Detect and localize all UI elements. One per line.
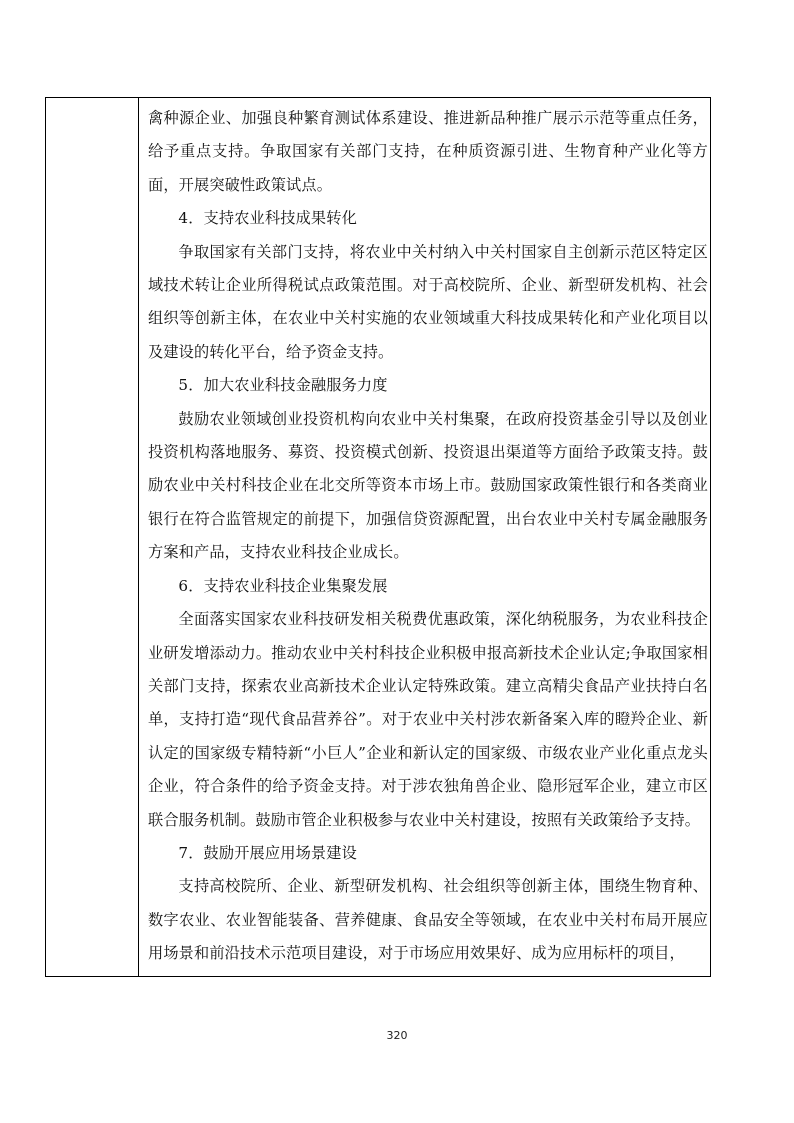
paragraph-body: 鼓励农业领域创业投资机构向农业中关村集聚，在政府投资基金引导以及创业投资机构落地服务、募资、投资模式创新、投资退出渠道等方面给予政策支持。鼓励农业中关村科技企业在北交所等资本市场上市。鼓励国家政策性银行和各类商业银行在符合监管规定的前提下，加强信贷资源配置，出台农业中关村专属金融服务方案和产品，支持农业科技企业成长。 [148, 409, 708, 562]
section-heading-6: 6．支持农业科技企业集聚发展 [178, 576, 388, 595]
paragraph-continuation: 禽种源企业、加强良种繁育测试体系建设、推进新品种推广展示示范等重点任务，给予重点支持。争取国家有关部门支持，在种质资源引进、生物育种产业化等方面，开展突破性政策试点。 [148, 109, 708, 194]
paragraph-body: 全面落实国家农业科技研发相关税费优惠政策，深化纳税服务，为农业科技企业研发增添动力。推动农业中关村科技企业积极申报高新技术企业认定;争取国家相关部门支持，探索农业高新技术企业认定特殊政策。建立高精尖食品产业扶持白名单，支持打造“现代食品营养谷”。对于农业中关村涉农新备案入库的瞪羚企业、新认定的国家级专精特新“小巨人”企业和新认定的国家级、市级农业产业化重点龙头企业，符合条件的给予资金支持。对于涉农独角兽企业、隐形冠军企业，建立市区联合服务机制。鼓励市管企业积极参与农业中关村建设，按照有关政策给予支持。 [148, 610, 708, 829]
table-content-cell [148, 102, 708, 971]
document-table [45, 97, 711, 977]
page-number: 320 [386, 1029, 408, 1042]
table-left-column [46, 98, 139, 976]
section-heading-4: 4．支持农业科技成果转化 [178, 209, 357, 228]
section-heading-5: 5．加大农业科技金融服务力度 [178, 376, 388, 395]
paragraph-body: 支持高校院所、企业、新型研发机构、社会组织等创新主体，围绕生物育种、数字农业、农业智能装备、营养健康、食品安全等领域，在农业中关村布局开展应用场景和前沿技术示范项目建设，对于市场应用效果好、成为应用标杆的项目， [148, 877, 708, 963]
paragraph-body: 争取国家有关部门支持，将农业中关村纳入中关村国家自主创新示范区特定区域技术转让企业所得税试点政策范围。对于高校院所、企业、新型研发机构、社会组织等创新主体，在农业中关村实施的农业领域重大科技成果转化和产业化项目以及建设的转化平台，给予资金支持。 [148, 242, 708, 361]
section-heading-7: 7．鼓励开展应用场景建设 [178, 843, 357, 862]
